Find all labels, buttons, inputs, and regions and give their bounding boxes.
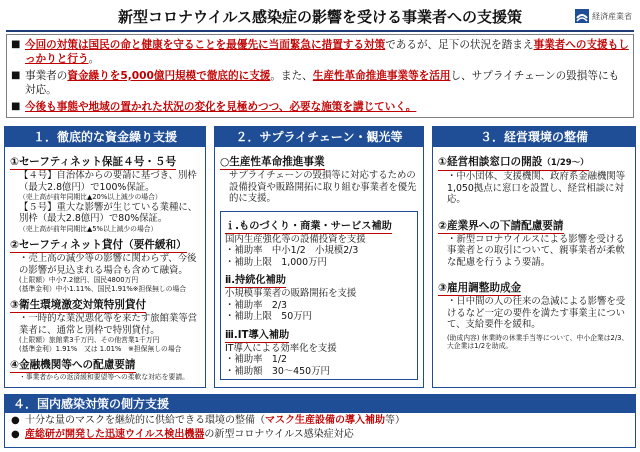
jizokuka-rate: ・補助率 2/3 xyxy=(225,299,287,311)
it-desc: IT導入による効率化を支援 xyxy=(225,342,337,354)
intro-bullet-1 xyxy=(11,38,629,66)
column-2-header: ２．サプライチェーン・観光等 xyxy=(215,127,423,147)
dot-bullet-icon: ● xyxy=(11,429,20,440)
section-safety-net-guarantee: ①セーフティネット保証４号・５号 xyxy=(10,156,177,168)
section-employment-subsidy: ③雇用調整助成金 xyxy=(438,282,522,294)
section-productivity-revolution: ○生産性革命推進事業 xyxy=(220,156,325,168)
title-divider xyxy=(6,30,634,32)
square-bullet-icon: ■ xyxy=(11,101,21,112)
intro-2-emph2: 生産性革命推進事業等を活用 xyxy=(312,70,451,82)
page-title: 新型コロナウイルス感染症の影響を受ける事業者への支援策 xyxy=(117,8,523,26)
subsidy-it-title: ⅲ.IT導入補助 xyxy=(225,329,290,341)
square-bullet-icon: ■ xyxy=(11,70,21,81)
column-supply-chain xyxy=(214,126,424,388)
loan-text: ・売上高の減少等の影響に関わらず、今後の影響が見込まれる場合も含めて融資。 xyxy=(19,253,197,276)
jizokuka-desc: 小規模事業者の販路開拓を支援 xyxy=(225,288,357,299)
bottom-item-1 xyxy=(11,414,629,428)
monozukuri-rate: ・補助率 中小1/2 小規模2/3 xyxy=(225,245,359,256)
intro-bullet-3 xyxy=(11,100,629,114)
employment-text: ・日中間の人の往来の急減による影響を受けるなど一定の要件を満たす事業主について、支給要件を緩和。 xyxy=(447,296,626,330)
section-financial-institutions: ④金融機関等への配慮要請 xyxy=(10,359,136,371)
aist-emph: 産総研が開発した迅速ウイルス検出機器 xyxy=(25,429,205,440)
loan-limit-note: (上限額）中小7.2億円、国民4800万円 xyxy=(19,276,139,284)
monozukuri-limit: ・補助上限 1,000万円 xyxy=(225,256,327,268)
consultation-title: ①経営相談窓口の開設 xyxy=(438,156,543,168)
intro-1-emph: 今回の対策は国民の命と健康を守ることを最優先に当面緊急に措置する対策 xyxy=(25,39,386,51)
bottom-item-2 xyxy=(11,428,629,442)
mask-emph: マスク生産設備の導入補助 xyxy=(265,415,385,426)
guarantee-5-note: （売上高が前年同期比▲5%以上減少の場合） xyxy=(19,224,158,233)
intro-2-text: 事業者の xyxy=(25,70,68,82)
section-subcontract-request: ②産業界への下請配慮要請 xyxy=(438,219,564,232)
meti-logo-icon xyxy=(575,9,589,23)
subsidy-box xyxy=(220,211,418,381)
column-1-header: １．徹底的な資金繰り支援 xyxy=(5,127,205,147)
intro-box xyxy=(6,34,634,118)
intro-3-emph: 今後も事態や地域の置かれた状況の変化を見極めつつ、必要な施策を講じていく。 xyxy=(25,101,417,113)
intro-2-emph: 資金繰りを5,000億円規模で徹底的に支援 xyxy=(67,70,271,82)
subsidy-monozukuri-title: ｉ.ものづくり・商業・サービス補助 xyxy=(225,220,392,232)
employment-note: (助成内容) 休業時の休業手当等について、中小企業は2/3、大企業は1/2を助成。 xyxy=(447,333,629,350)
intro-1-text: であるが、足下の状況を踏まえ xyxy=(385,39,534,51)
intro-1-end: 。 xyxy=(88,53,100,65)
financial-request-note: ・事業者からの返済緩和要望等への柔軟な対応を要請。 xyxy=(19,373,189,381)
section-safety-net-loan: ②セーフティネット貸付（要件緩和） xyxy=(10,239,187,251)
it-amount: ・補助額 30～450万円 xyxy=(225,365,330,377)
loan-rate-note: (基準金利）中小1.11%、国民1.91%※担保無しの場合 xyxy=(19,284,187,293)
dot-bullet-icon: ● xyxy=(11,415,20,426)
column-business-environment xyxy=(432,126,636,388)
monozukuri-desc: 国内生産強化等の設備投資を支援 xyxy=(225,233,366,245)
domestic-infection-box xyxy=(4,394,636,448)
intro-2-end: し、サプライチェーンの毀損等にも対応。 xyxy=(25,70,620,96)
subsidy-jizokuka-title: ⅱ.持続化補助 xyxy=(225,275,286,286)
aist-text: の新型コロナウイルス感染症対応 xyxy=(204,429,354,440)
guarantee-4-text: 【４号】自治体からの要請に基づき、別枠（最大2.8億円）で100%保証。 xyxy=(19,170,197,193)
intro-1-emph2: 事業者への支援もしっかりと行う xyxy=(25,39,629,65)
guarantee-5-text: 【５号】重大な影響が生じている業種に、別枠（最大2.8億円）で80%保証。 xyxy=(19,201,198,224)
hygiene-rate-note: (基準金利）1.91% 又は 1.01% ※担保無しの場合 xyxy=(19,344,182,353)
mask-end: 等） xyxy=(385,415,405,426)
consultation-text: ・中小団体、支援機関、政府系金融機関等1,050拠点に窓口を設置し、経営相談に対応。 xyxy=(447,171,626,205)
subcontract-text: ・新型コロナウイルスによる影響を受ける事業者との取引について、親事業者が柔軟な配慮を行うよう要請。 xyxy=(447,233,625,268)
guarantee-4-note: （売上高が前年同期比▲20%以上減少の場合） xyxy=(19,193,162,201)
intro-2-mid: 。また、 xyxy=(270,70,313,82)
intro-bullet-2 xyxy=(11,69,629,97)
ministry-logo xyxy=(575,9,632,23)
jizokuka-limit: ・補助上限 50万円 xyxy=(225,311,312,322)
mask-text: 十分な量のマスクを継続的に供給できる環境の整備（ xyxy=(25,415,265,426)
productivity-text: サプライチェーンの毀損等に対応するための設備投資や販路開拓に取り組む事業者を優先的に支援。 xyxy=(229,170,417,204)
it-rate: ・補助率 1/2 xyxy=(225,354,287,365)
section-hygiene-loan: ③衛生環境激変対策特別貸付 xyxy=(10,299,147,311)
column-3-header: ３．経営環境の整備 xyxy=(433,127,635,147)
square-bullet-icon: ■ xyxy=(11,39,21,50)
hygiene-limit-note: (上限額）旅館業3千万円、その他営業1千万円 xyxy=(19,336,160,344)
logo-text: 経済産業省 xyxy=(592,11,632,21)
hygiene-loan-text: ・一時的な業況悪化等を来たす旅館業等営業者に、通常と別枠で特別貸付。 xyxy=(19,313,198,336)
bottom-header: ４．国内感染対策の側方支援 xyxy=(5,395,635,413)
consultation-date: （1/29～） xyxy=(542,158,589,168)
section-consultation-desk xyxy=(438,156,589,171)
column-finance xyxy=(4,126,206,388)
